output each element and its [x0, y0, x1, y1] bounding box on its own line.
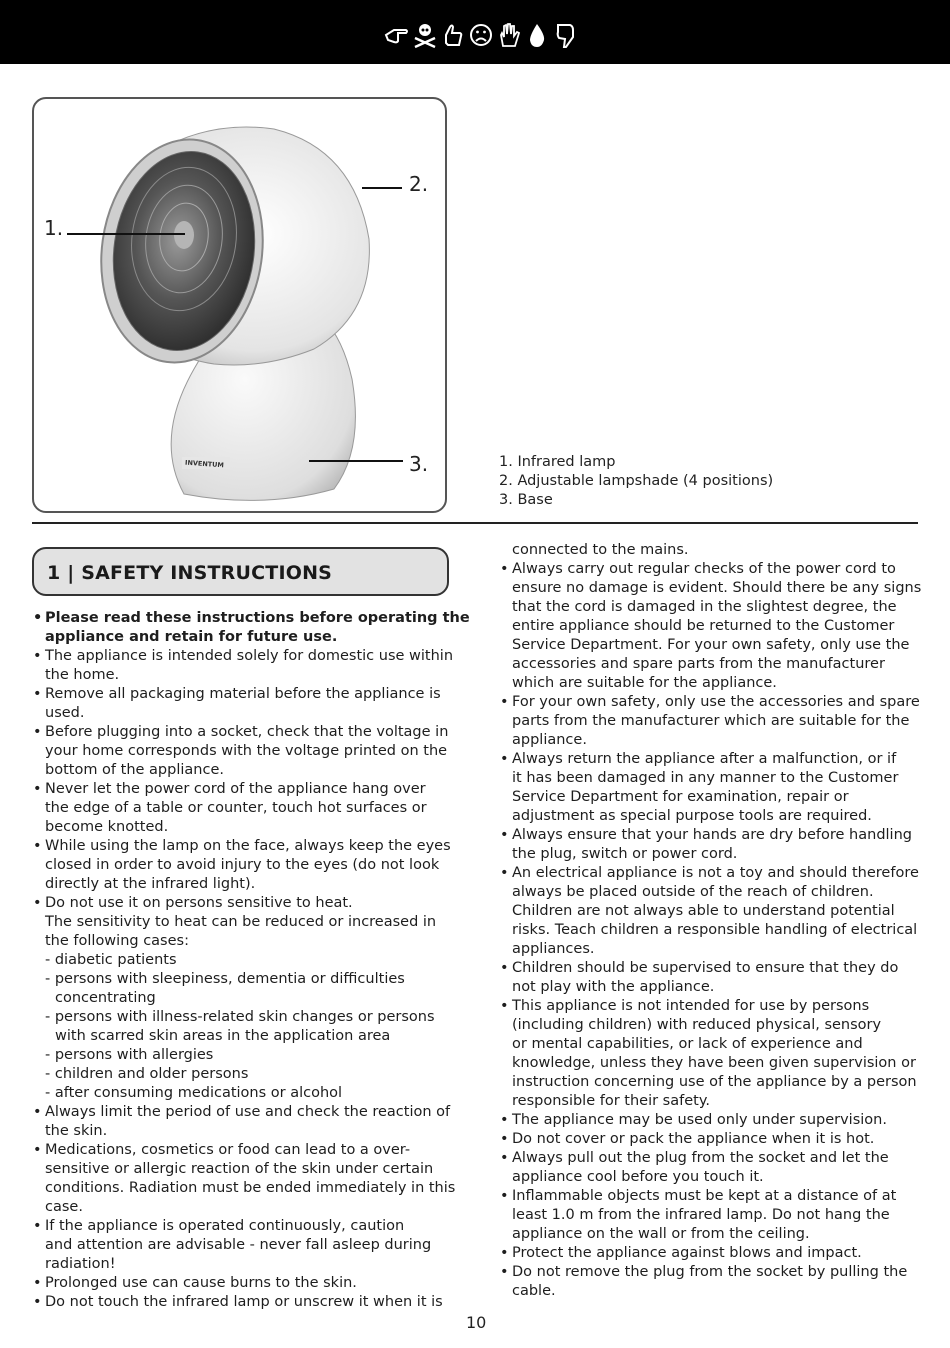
pointing-finger-icon: [552, 21, 578, 49]
open-hand-icon: [496, 21, 522, 49]
section-title: 1 | SAFETY INSTRUCTIONS: [47, 562, 333, 584]
text-line: case.: [45, 1199, 83, 1215]
text-line: instruction concerning use of the appliance by a person: [512, 1074, 917, 1090]
bullet-line: • For your own safety, only use the accessories and spare: [499, 693, 924, 712]
text-line: sensitive or allergic reaction of the skin under certain: [45, 1161, 434, 1177]
bullet-line: • Medications, cosmetics or food can lead to a over-: [32, 1141, 452, 1160]
text-line: your home corresponds with the voltage printed on the: [45, 743, 448, 759]
page-number: 10: [466, 1313, 487, 1332]
bullet-line: • This appliance is not intended for use by persons: [499, 997, 924, 1016]
bullet-line: • If the appliance is operated continuously, caution: [32, 1217, 452, 1236]
infrared-lamp-illustration: [34, 99, 447, 513]
text-line: - persons with allergies: [45, 1047, 214, 1063]
bullet-line: • Remove all packaging material before the appliance is: [32, 685, 452, 704]
bullet-line: • Prolonged use can cause burns to the skin.: [32, 1274, 452, 1293]
bullet-line: • Always carry out regular checks of the power cord to: [499, 560, 924, 579]
legend-item: 3. Base: [499, 492, 553, 508]
text-line: and attention are advisable - never fall asleep during: [45, 1237, 432, 1253]
text-line: radiation!: [45, 1256, 116, 1272]
bullet-line: • Always ensure that your hands are dry before handling: [499, 826, 924, 845]
bullet-line: • Always pull out the plug from the socket and let the: [499, 1149, 924, 1168]
text-line: Service Department. For your own safety, only use the: [512, 637, 910, 653]
text-line: the plug, switch or power cord.: [512, 846, 738, 862]
bullet-line: • Do not cover or pack the appliance when it is hot.: [499, 1130, 924, 1149]
text-line: it has been damaged in any manner to the Customer: [512, 770, 899, 786]
bullet-line: • An electrical appliance is not a toy and should therefore: [499, 864, 924, 883]
text-line: always be placed outside of the reach of children.: [512, 884, 874, 900]
legend-item: 2. Adjustable lampshade (4 positions): [499, 473, 774, 489]
text-line: entire appliance should be returned to the Customer: [512, 618, 895, 634]
text-line: the edge of a table or counter, touch hot surfaces or: [45, 800, 427, 816]
text-line: - children and older persons: [45, 1066, 249, 1082]
left-column: [32, 609, 470, 1312]
text-line: become knotted.: [45, 819, 169, 835]
bullet-line: • Do not remove the plug from the socket by pulling the: [499, 1263, 924, 1282]
text-line: The sensitivity to heat can be reduced or increased in: [45, 914, 437, 930]
bullet-line: • Inflammable objects must be kept at a distance of at: [499, 1187, 924, 1206]
text-line: - after consuming medications or alcohol: [45, 1085, 343, 1101]
text-line: which are suitable for the appliance.: [512, 675, 777, 691]
text-line: Children are not always able to understand potential: [512, 903, 895, 919]
thumbs-up-icon: [440, 21, 466, 49]
section-heading: [32, 547, 449, 596]
text-line: or mental capabilities, or lack of experience and: [512, 1036, 863, 1052]
text-line: accessories and spare parts from the manufacturer: [512, 656, 885, 672]
bullet-line: • Always return the appliance after a malfunction, or if: [499, 750, 924, 769]
bullet-line: • The appliance is intended solely for domestic use within: [32, 647, 452, 666]
text-line: the home.: [45, 667, 120, 683]
text-line: with scarred skin areas in the application area: [55, 1028, 391, 1044]
text-line: appliance cool before you touch it.: [512, 1169, 764, 1185]
brand-label: INVENTUM: [184, 458, 225, 470]
text-line: (including children) with reduced physical, sensory: [512, 1017, 882, 1033]
text-line: used.: [45, 705, 85, 721]
text-line: - persons with illness-related skin changes or persons: [45, 1009, 435, 1025]
frown-face-icon: [468, 21, 494, 49]
text-line: appliance on the wall or from the ceiling.: [512, 1226, 810, 1242]
text-line: appliance and retain for future use.: [45, 629, 338, 645]
bullet-line: • Before plugging into a socket, check that the voltage in: [32, 723, 452, 742]
text-line: adjustment as special purpose tools are required.: [512, 808, 872, 824]
bullet-line: • Please read these instructions before operating the: [32, 609, 452, 628]
text-line: - persons with sleepiness, dementia or difficulties: [45, 971, 405, 987]
text-line: Service Department for examination, repair or: [512, 789, 849, 805]
bullet-line: • While using the lamp on the face, always keep the eyes: [32, 837, 452, 856]
text-line: least 1.0 m from the infrared lamp. Do not hang the: [512, 1207, 890, 1223]
text-line: closed in order to avoid injury to the eyes (do not look: [45, 857, 440, 873]
skull-crossbones-icon: [412, 21, 438, 49]
text-line: the following cases:: [45, 933, 189, 949]
callout-2: 2.: [409, 172, 429, 196]
bullet-line: • Do not use it on persons sensitive to heat.: [32, 894, 452, 913]
figure-legend: [499, 453, 773, 510]
legend-item: 1. Infrared lamp: [499, 454, 616, 470]
bullet-line: • Do not touch the infrared lamp or unscrew it when it is: [32, 1293, 452, 1312]
text-line: appliance.: [512, 732, 587, 748]
right-column: [499, 541, 924, 1301]
text-line: directly at the infrared light).: [45, 876, 256, 892]
text-line: not play with the appliance.: [512, 979, 715, 995]
bullet-line: • Never let the power cord of the appliance hang over: [32, 780, 452, 799]
text-line: parts from the manufacturer which are suitable for the: [512, 713, 910, 729]
text-line: concentrating: [55, 990, 156, 1006]
product-figure: [32, 97, 447, 513]
bullet-line: • Always limit the period of use and check the reaction of: [32, 1103, 452, 1122]
text-line: responsible for their safety.: [512, 1093, 710, 1109]
text-line: conditions. Radiation must be ended immediately in this: [45, 1180, 456, 1196]
text-line: ensure no damage is evident. Should there be any signs: [512, 580, 922, 596]
header-bar: [0, 0, 950, 64]
bullet-line: • Protect the appliance against blows and impact.: [499, 1244, 924, 1263]
text-line: cable.: [512, 1283, 556, 1299]
callout-1-line: [67, 233, 185, 235]
callout-1: 1.: [44, 216, 64, 240]
text-line: the skin.: [45, 1123, 108, 1139]
text-line: knowledge, unless they have been given supervision or: [512, 1055, 916, 1071]
horizontal-divider: [32, 522, 918, 524]
bullet-line: • Children should be supervised to ensure that they do: [499, 959, 924, 978]
bullet-line: • The appliance may be used only under supervision.: [499, 1111, 924, 1130]
text-line: appliances.: [512, 941, 595, 957]
text-line: connected to the mains.: [512, 542, 689, 558]
water-drop-icon: [524, 21, 550, 49]
text-line: that the cord is damaged in the slightest degree, the: [512, 599, 897, 615]
callout-3-line: [309, 460, 403, 462]
callout-3: 3.: [409, 452, 429, 476]
text-line: risks. Teach children a responsible handling of electrical: [512, 922, 918, 938]
text-line: - diabetic patients: [45, 952, 177, 968]
pointing-hand-icon: [384, 21, 410, 49]
text-line: bottom of the appliance.: [45, 762, 224, 778]
header-pictograms: [384, 20, 578, 50]
callout-2-line: [362, 187, 402, 189]
